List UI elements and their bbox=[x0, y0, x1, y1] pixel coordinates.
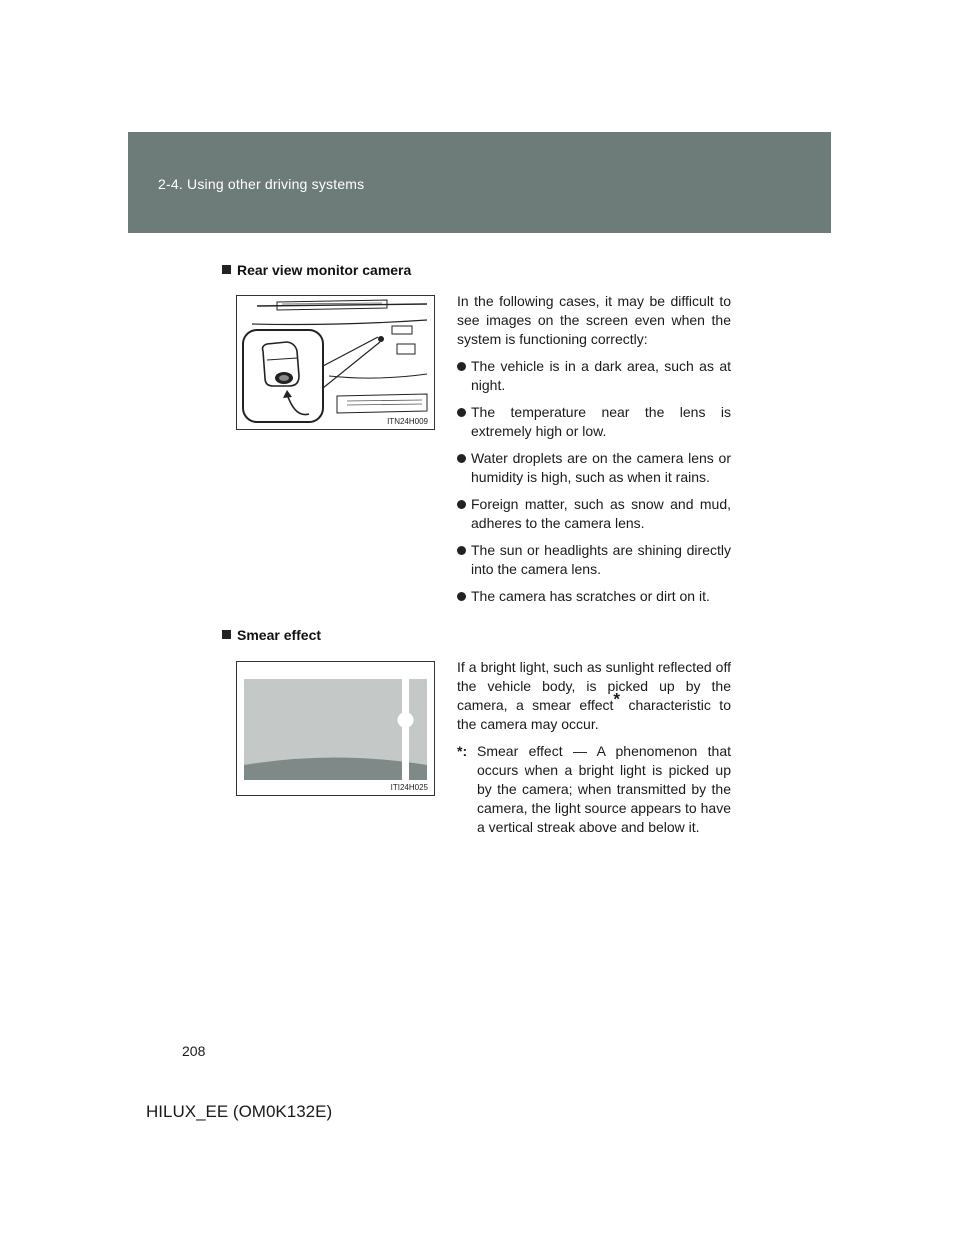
list-item bbox=[457, 357, 731, 395]
section-heading-rear-camera bbox=[222, 262, 411, 278]
page-number: 208 bbox=[182, 1043, 206, 1059]
list-item-text: The temperature near the lens is extremely high or low. bbox=[471, 404, 731, 439]
tailgate-camera-drawing bbox=[237, 296, 434, 429]
figure-code: ITN24H009 bbox=[387, 417, 428, 426]
figure-code: ITI24H025 bbox=[390, 783, 428, 792]
list-item-text: The sun or headlights are shining directly into the camera lens. bbox=[471, 542, 731, 577]
rear-camera-intro: In the following cases, it may be difficult to see images on the screen even when the system is functioning correctly: bbox=[457, 293, 731, 347]
list-item-text: Foreign matter, such as snow and mud, adheres to the camera lens. bbox=[471, 496, 731, 531]
manual-code: HILUX_EE (OM0K132E) bbox=[146, 1102, 333, 1121]
section-title: 2-4. Using other driving systems bbox=[158, 176, 365, 192]
rear-camera-text bbox=[457, 292, 731, 606]
bullet-dot-icon bbox=[457, 500, 466, 509]
list-item-text: The vehicle is in a dark area, such as at night. bbox=[471, 358, 731, 393]
footnote-label: *: bbox=[457, 743, 468, 759]
bullet-dot-icon bbox=[457, 546, 466, 555]
list-item bbox=[457, 541, 731, 579]
square-bullet-icon bbox=[222, 630, 231, 639]
paragraph-text: characteristic to the camera may occur. bbox=[457, 697, 731, 732]
section-heading-smear-effect bbox=[222, 627, 321, 643]
smear-effect-illustration bbox=[236, 661, 435, 796]
smear-screen-drawing bbox=[237, 662, 434, 795]
rear-camera-illustration bbox=[236, 295, 435, 430]
list-item-text: Water droplets are on the camera lens or humidity is high, such as when it rains. bbox=[471, 450, 731, 485]
smear-effect-paragraph bbox=[457, 658, 731, 734]
bullet-dot-icon bbox=[457, 592, 466, 601]
square-bullet-icon bbox=[222, 265, 231, 274]
bullet-dot-icon bbox=[457, 454, 466, 463]
paragraph-text: If a bright light, such as sunlight reflected off the vehicle body, is picked up by the camera, a smear effect bbox=[457, 659, 731, 713]
footnote-text: Smear effect — A phenomenon that occurs when a bright light is picked up by the camera; when transmitted by the camera, the light source appears to have a vertical streak above and below it. bbox=[477, 743, 731, 835]
list-item bbox=[457, 449, 731, 487]
bullet-dot-icon bbox=[457, 362, 466, 371]
list-item bbox=[457, 587, 731, 606]
footnote-mark: * bbox=[613, 689, 621, 709]
header-band bbox=[128, 132, 831, 233]
list-item bbox=[457, 403, 731, 441]
section-heading-text: Rear view monitor camera bbox=[237, 262, 412, 278]
condition-list bbox=[457, 357, 731, 606]
smear-effect-text bbox=[457, 658, 731, 837]
list-item-text: The camera has scratches or dirt on it. bbox=[471, 588, 710, 604]
section-heading-text: Smear effect bbox=[237, 627, 322, 643]
list-item bbox=[457, 495, 731, 533]
footnote bbox=[457, 742, 731, 837]
bullet-dot-icon bbox=[457, 408, 466, 417]
